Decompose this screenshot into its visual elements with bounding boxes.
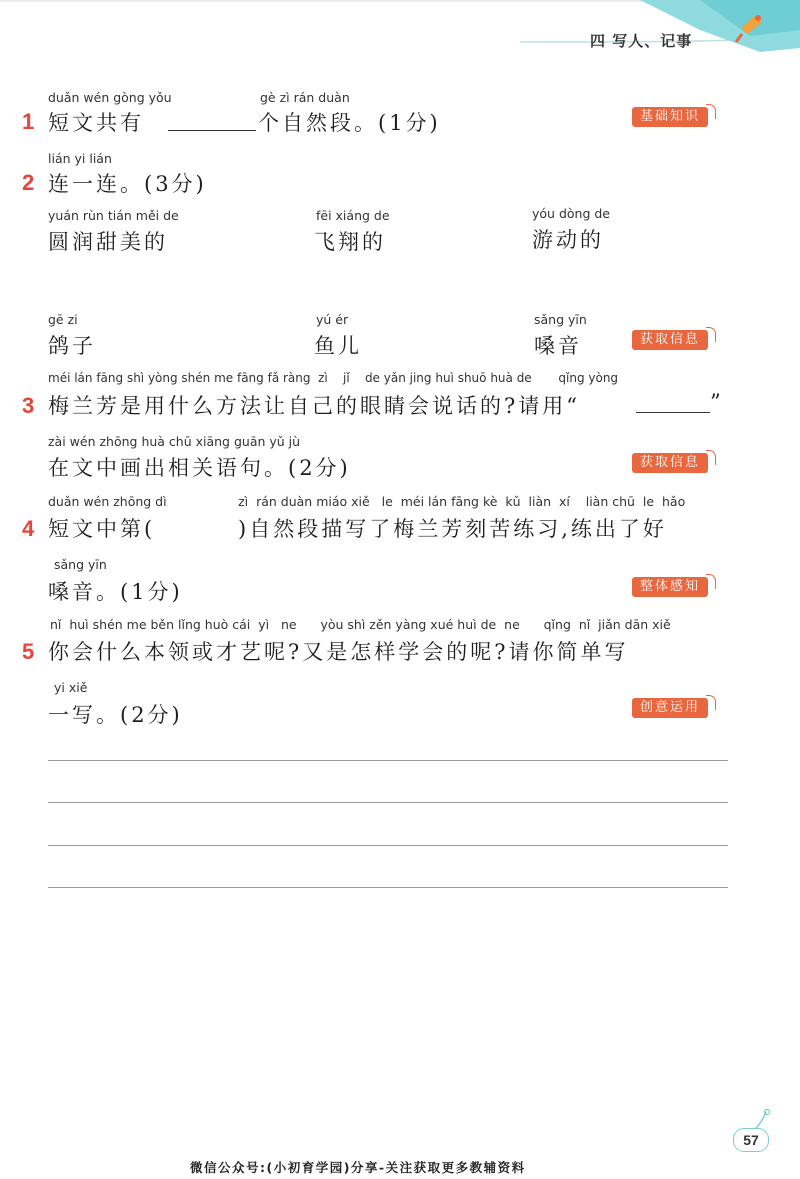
q3-text-2: 在文中画出相关语句。(2分) xyxy=(48,456,351,480)
q3-answer-blank[interactable] xyxy=(636,392,710,413)
q1-pinyin-a: duǎn wén gòng yǒu xyxy=(48,90,172,105)
q5-pinyin-1: nǐ huì shén me běn lǐng huò cái yì ne yòu shì zěn yàng xué huì de ne qǐng nǐ jiǎn dān xiě xyxy=(50,617,671,632)
page-number: 57 xyxy=(733,1128,769,1152)
q5-number: 5 xyxy=(22,639,35,664)
q3-pinyin-2: zài wén zhōng huà chū xiāng guān yǔ jù xyxy=(48,434,301,449)
q2-top-pinyin-3: yóu dòng de xyxy=(532,206,610,221)
writing-line[interactable] xyxy=(48,760,728,761)
q2-bottom-item-1[interactable]: 鸽子 xyxy=(48,334,96,358)
q1-text-b: 个自然段。(1分) xyxy=(258,111,441,135)
q2-text: 连一连。(3分) xyxy=(48,172,207,196)
q3-number: 3 xyxy=(22,393,35,418)
q5-text-2: 一写。(2分) xyxy=(48,703,183,727)
q2-number: 2 xyxy=(22,170,35,195)
q4-text-1b: )自然段描写了梅兰芳刻苦练习,练出了好 xyxy=(238,517,667,541)
q1-text-a: 短文共有 xyxy=(48,111,144,135)
q2-top-item-1[interactable]: 圆润甜美的 xyxy=(48,230,168,254)
q1-number: 1 xyxy=(22,109,35,134)
q4-number: 4 xyxy=(22,516,35,541)
footer-note: 微信公众号:(小初育学园)分享-关注获取更多教辅资料 xyxy=(190,1160,526,1175)
q4-answer-blank[interactable] xyxy=(196,512,240,538)
unit-title: 四 写人、记事 xyxy=(590,32,693,50)
tag-basic-knowledge: 基础知识 xyxy=(632,107,708,127)
q4-pinyin-2: sǎng yīn xyxy=(54,557,107,572)
q2-bottom-pinyin-2: yú ér xyxy=(316,312,349,327)
writing-line[interactable] xyxy=(48,845,728,846)
q4-pinyin-1: duǎn wén zhōng dì zì rán duàn miáo xiě le méi lán fāng kè kǔ liàn xí liàn chū le hǎo xyxy=(48,494,686,509)
q2-top-item-3[interactable]: 游动的 xyxy=(532,228,604,252)
q4-text-2: 嗓音。(1分) xyxy=(48,580,183,604)
tag-creative: 创意运用 xyxy=(632,698,708,718)
tag-get-info-2: 获取信息 xyxy=(632,453,708,473)
q3-text-1-end: ” xyxy=(710,390,724,414)
q1-pinyin-b: gè zì rán duàn xyxy=(260,90,350,105)
q3-pinyin-1: méi lán fāng shì yòng shén me fāng fǎ ràng zì jǐ de yǎn jing huì shuō huà de qǐng yòng xyxy=(48,371,619,385)
tag-overall: 整体感知 xyxy=(632,577,708,597)
q2-top-item-2[interactable]: 飞翔的 xyxy=(314,230,386,254)
q2-bottom-pinyin-3: sǎng yīn xyxy=(534,312,587,327)
q3-text-1: 梅兰芳是用什么方法让自己的眼睛会说话的?请用“ xyxy=(48,394,580,418)
writing-line[interactable] xyxy=(48,887,728,888)
tag-get-info-1: 获取信息 xyxy=(632,330,708,350)
writing-line[interactable] xyxy=(48,802,728,803)
q2-top-pinyin-2: fēi xiáng de xyxy=(316,208,390,223)
q2-pinyin: lián yi lián xyxy=(48,151,112,166)
q2-bottom-item-2[interactable]: 鱼儿 xyxy=(314,334,362,358)
q5-pinyin-2: yi xiě xyxy=(54,680,88,695)
q2-bottom-pinyin-1: gē zi xyxy=(48,312,78,327)
q1-answer-blank[interactable] xyxy=(168,108,256,131)
q5-text-1: 你会什么本领或才艺呢?又是怎样学会的呢?请你简单写 xyxy=(48,640,629,664)
q2-bottom-item-3[interactable]: 嗓音 xyxy=(534,334,582,358)
q2-top-pinyin-1: yuán rùn tián měi de xyxy=(48,208,179,223)
q4-text-1a: 短文中第( xyxy=(48,517,156,541)
